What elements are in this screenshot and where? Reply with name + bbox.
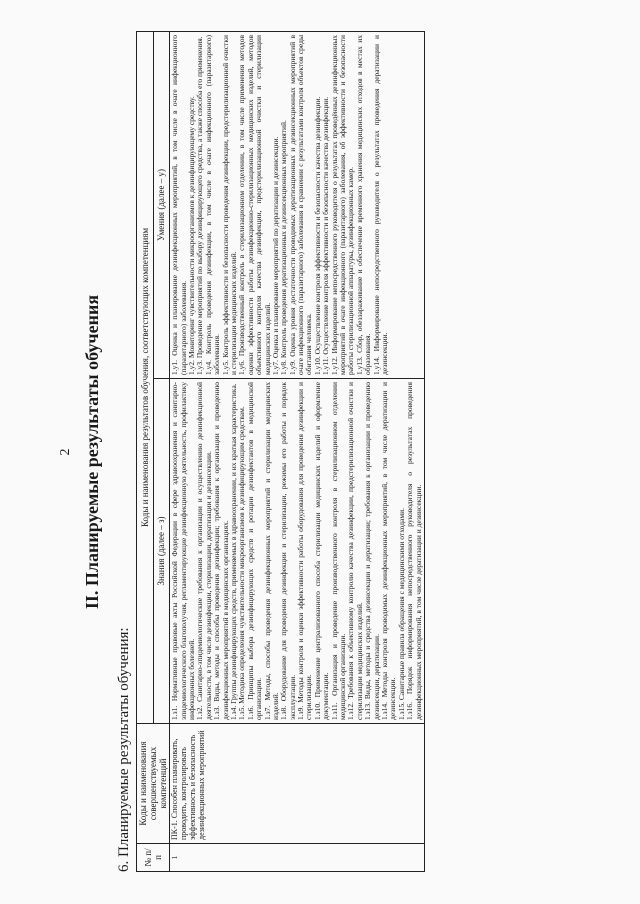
header-outcomes-group: Коды и наименования результатов обучения, соответствующих компетенциям xyxy=(137,32,154,724)
knowledge-item: 1.з11. Организация и проведение производственного контроля в стерилизационном отделении медицинской организации. xyxy=(329,382,348,720)
page-number: 2 xyxy=(58,448,73,456)
skill-item: 1.у12. Информирование непосредственного руководителя о результатах проведённых дезинфекционных мероприятий в очаге инфекционного (паразитарного) заболевания, об эффективности и безопасности работы стерилизационной аппаратуры, дезинфекционных камер. xyxy=(329,35,356,375)
skill-item: 1.у7. Оценка и планирование мероприятий по дератизации и дезинсекции. xyxy=(270,136,280,375)
row-number: 1 xyxy=(170,844,425,872)
knowledge-item: 1.з16. Порядок информирования непосредственного руководителя о результатах проведения дезинфекционных мероприятий, в том числе дератизации и дезинсекции. xyxy=(405,382,423,720)
skill-item: 1.у6. Производственный контроль в стерилизационном отделении, в том числе применения методов оценки эффективности работы дезинфекционно-стерилизационных медицинских изделий, методов объективного контроля качества дезинфекции, предстерилизационной очистки и стерилизации медицинских изделий. xyxy=(237,35,272,375)
table-caption: 6. Планируемые результаты обучения: xyxy=(116,627,132,872)
skill-item: 1.у5. Контроль эффективности и безопасности проведения дезинфекции, предстерилизационной очистки и стерилизации медицинских изделий. xyxy=(220,35,238,375)
skill-item: 1.у1. Оценка и планирование дезинфекционных мероприятий, в том числе в очаге инфекционного (паразитарного) заболевания. xyxy=(170,35,188,375)
skill-item: 1.у4. Контроль проведения дезинфекции, в том числе в очаге инфекционного (паразитарного) заболевания. xyxy=(203,35,222,375)
skill-item: 1.у11. Осуществление контроля эффективности и безопасности качества дезинфекции. xyxy=(321,96,331,375)
learning-outcomes-table xyxy=(136,31,425,872)
knowledge-item: 1.з8. Оборудование для проведения дезинфекции и стерилизации, режимы его работы и порядок эксплуатации. xyxy=(279,382,297,720)
knowledge-item: 1.з2. Санитарно-эпидемиологические требования к организации и осуществлению дезинфекционной деятельности, в том числе дезинфекции, стерилизации, дератизации и дезинсекции. xyxy=(195,382,213,720)
knowledge-item: 1.з10. Применение централизованного способа стерилизации медицинских изделий и оформление документации. xyxy=(312,382,331,720)
header-knowledge: Знания (далее – з) xyxy=(153,379,170,724)
header-number: № п/п xyxy=(137,844,170,872)
knowledge-item: 1.з14. Методы контроля проводимых дезинфекционных мероприятий, в том числе дератизации и дезинсекции. xyxy=(380,382,398,720)
knowledge-item: 1.з9. Методы контроля и оценки эффективности работы оборудования для проведения дезинфекции и стерилизации. xyxy=(296,382,314,720)
page-heading: II. Планируемые результаты обучения xyxy=(82,294,102,610)
knowledge-item: 1.з6. Принципы выбора дезинфицирующих средств и ротации дезинфектантов в медицинской организации. xyxy=(245,382,264,720)
skill-item: 1.у14. Информирование непосредственного руководителя о результатах проведения дератизации и дезинсекции. xyxy=(371,35,389,375)
table-row xyxy=(170,32,425,872)
knowledge-item: 1.з13. Виды, методы и средства дезинсекции и дератизации; требования к организации и проведению дезинсекции, дератизации. xyxy=(363,382,381,720)
knowledge-item: 1.з15. Санитарные правила обращения с медицинскими отходами. xyxy=(396,508,406,720)
knowledge-item: 1.з12. Требования к объективному контролю качества дезинфекции, предстерилизационной очистки и стерилизации медицинских изделий. xyxy=(346,382,364,720)
competency-cell: ПК-1. Способен планировать, проводить, контролировать эффективность и безопасность дезинфекционных мероприятий xyxy=(170,724,425,844)
knowledge-cell xyxy=(170,379,425,724)
skills-cell xyxy=(170,32,425,379)
knowledge-item: 1.з3. Виды, методы и способы проведения дезинфекции; требования к организации и проведению дезинфекционных мероприятий в медицинских организациях. xyxy=(212,382,230,720)
knowledge-item: 1.з7. Методы, способы проведения дезинфекционных мероприятий и стерилизации медицинских изделий. xyxy=(262,382,280,720)
skill-item: 1.у8. Контроль проведения дератизационных и дезинсекционных мероприятий. xyxy=(279,120,289,375)
knowledge-item: 1.з5. Методика определения чувствительности микроорганизмов к дезинфицирующим средствам. xyxy=(237,406,247,720)
skill-item: 1.у13. Сбор, обеззараживание и обеспечение временного хранения медицинских отходов в местах их образования. xyxy=(354,35,373,375)
knowledge-item: 1.з1. Нормативные правовые акты Российской Федерации в сфере здравоохранения и санитарно-эпидемиологического благополучия, регламентирующие дезинфекционную деятельность, профилактику инфекционных болезней. xyxy=(170,382,197,720)
skill-item: 1.у10. Осуществление контроля эффективности и безопасности качества дезинфекции. xyxy=(312,96,322,375)
header-competency-codes: Коды и наименования совершенствуемых компетенций xyxy=(137,724,170,844)
skill-item: 1.у3. Проведение мероприятий по выбору дезинфицирующего средства, а также способа его применения. xyxy=(195,36,205,375)
skill-item: 1.у2. Мониторинг чувствительности микроорганизмов к дезинфицирующему средству. xyxy=(187,96,197,375)
rotated-document-page xyxy=(50,24,590,880)
header-skills: Умения (далее – у) xyxy=(153,32,170,379)
knowledge-item: 1.з4. Группы дезинфицирующих средств, применяемых в здравоохранении, и их краткая характеристика. xyxy=(228,383,238,720)
skill-item: 1.у9. Оценка уровня достаточности проводимых дератизационных и дезинсекционных мероприятий в очаге инфекционного (паразитарного) заболевания в сравнении с результатами контроля объектов среды обитания человека. xyxy=(287,35,314,375)
